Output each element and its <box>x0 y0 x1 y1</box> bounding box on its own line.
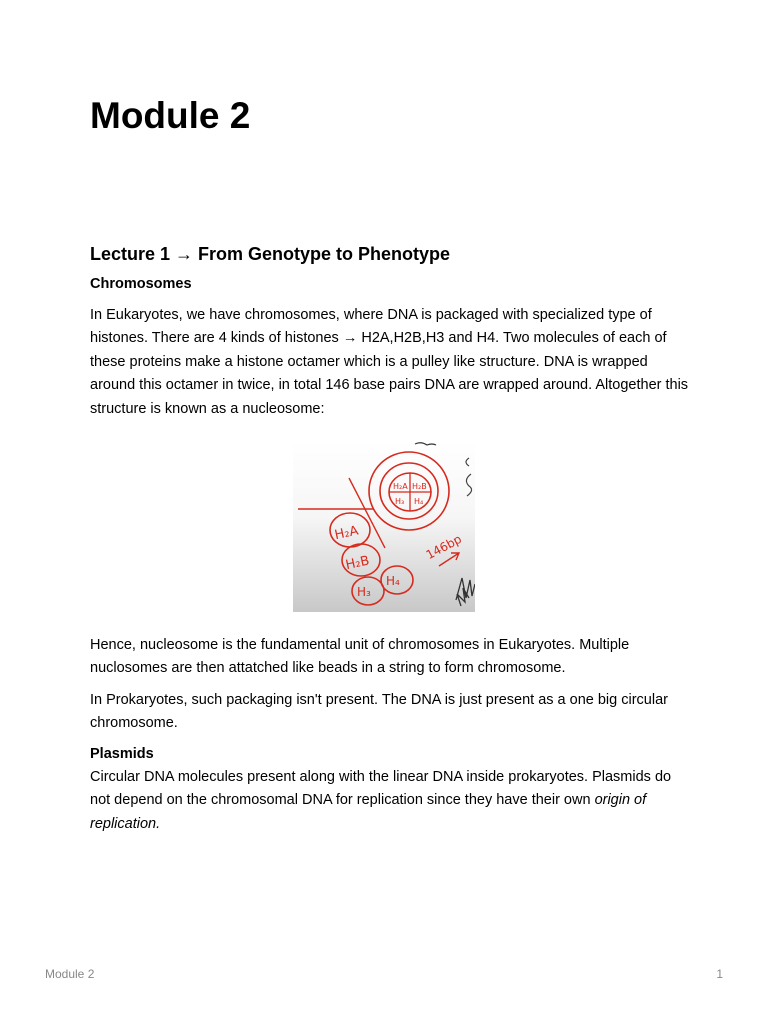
lecture-heading: Lecture 1 → From Genotype to Phenotype <box>90 244 451 264</box>
footer-page-number: 1 <box>716 967 723 981</box>
nucleosome-figure <box>293 440 475 612</box>
figure-background <box>293 440 475 612</box>
base-pair-label: 146bp <box>423 531 464 563</box>
plasmids-heading: Plasmids <box>90 746 154 762</box>
chromosomes-paragraph: In Eukaryotes, we have chromosomes, where DNA is packaged with specialized type of histones. There are 4 kinds of histones → H2A,H2B,H3 and H4. Two molecules of each of these proteins make a histone octamer which is a pulley like structure. DNA is wrapped around this octamer in twice, in total 146 base pairs DNA are wrapped around. Altogether this structure is known as a nucleosome: <box>90 307 689 417</box>
prokaryotes-paragraph: In Prokaryotes, such packaging isn't present. The DNA is just present as a one big circular chromosome. <box>90 692 668 732</box>
plasmids-paragraph-main: Circular DNA molecules present along with the linear DNA inside prokaryotes. Plasmids do not depend on the chromosomal DNA for replication since they have their own <box>90 769 672 809</box>
octamer-label-bl: H₃ <box>395 497 405 506</box>
nucleosome-sketch <box>293 440 475 612</box>
octamer-label-br: H₄ <box>414 497 424 506</box>
histone-h2b-label: H₂B <box>344 553 371 574</box>
histone-h2a-label: H₂A <box>333 523 360 544</box>
nucleosome-paragraph: Hence, nucleosome is the fundamental unit of chromosomes in Eukaryotes. Multiple nuclosomes are then attatched like beads in a string to form chromosome. <box>90 637 630 677</box>
plasmids-paragraph <box>90 766 690 836</box>
footer-module-label: Module 2 <box>45 967 95 981</box>
plasmids-paragraph-italic: origin of replication. <box>90 792 647 832</box>
histone-h4-label: H₄ <box>386 574 400 588</box>
octamer-label-tl: H₂A <box>393 482 408 491</box>
histone-h3-label: H₃ <box>357 585 371 599</box>
chromosomes-heading: Chromosomes <box>90 276 192 292</box>
page-title: Module 2 <box>90 95 251 136</box>
octamer-label-tr: H₂B <box>412 482 427 491</box>
